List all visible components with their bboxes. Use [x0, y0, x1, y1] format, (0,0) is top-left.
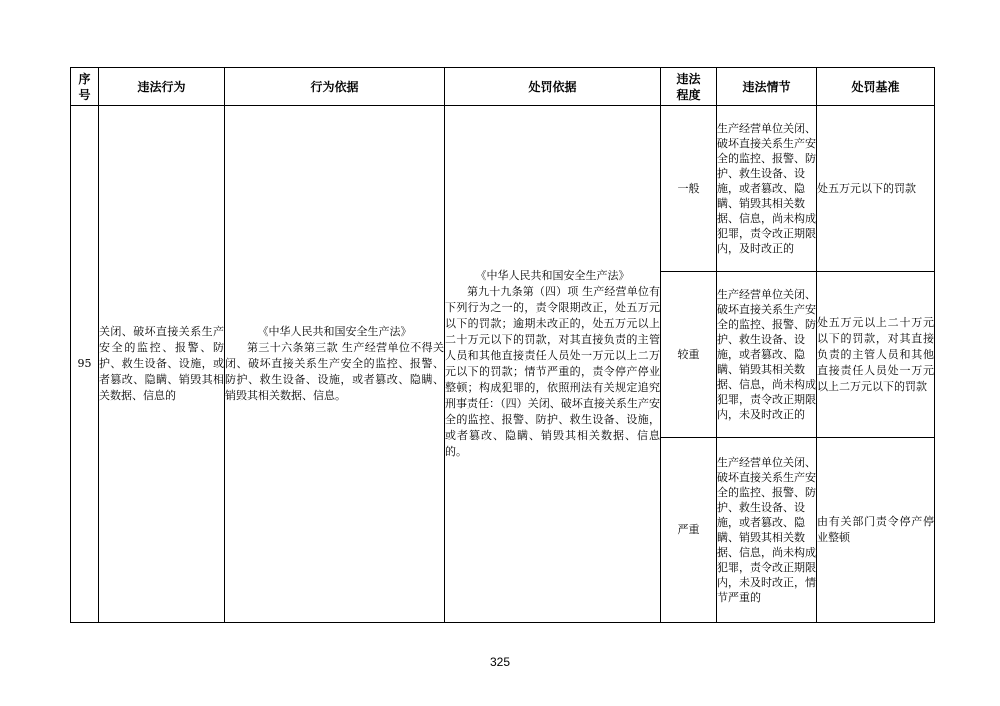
header-circumstances: 违法情节: [717, 68, 817, 106]
header-penalty-basis: 处罚依据: [445, 68, 661, 106]
header-no: 序号: [71, 68, 99, 106]
penalty-basis-cell: [445, 106, 661, 623]
penalty-law-title: 《中华人民共和国安全生产法》: [475, 269, 630, 282]
basis-article-text: 第三十六条第三款 生产经营单位不得关闭、破坏直接关系生产安全的监控、报警、防护、救生设备、设施，或者篡改、隐瞒、销毁其相关数据、信息。: [225, 341, 444, 402]
circumstances-general: 生产经营单位关闭、破坏直接关系生产安全的监控、报警、防护、救生设备、设施，或者篡改、隐瞒、销毁其相关数据、信息，尚未构成犯罪，责令改正期限内，及时改正的: [717, 106, 817, 272]
row-number: 95: [71, 106, 99, 623]
page-number: 325: [489, 655, 511, 669]
circumstances-serious: 生产经营单位关闭、破坏直接关系生产安全的监控、报警、防护、救生设备、设施，或者篡改、隐瞒、销毁其相关数据、信息，尚未构成犯罪，责令改正期限内，未及时改正的: [717, 272, 817, 438]
header-violation: 违法行为: [99, 68, 225, 106]
standard-serious: 处五万元以上二十万元以下的罚款，对其直接负责的主管人员和其他直接责任人员处一万元以上二万元以下的罚款: [817, 272, 935, 438]
basis-cell: [225, 106, 445, 623]
table-row: [71, 106, 935, 272]
header-degree: 违法程度: [661, 68, 717, 106]
standard-severe: 由有关部门责令停产停业整顿: [817, 438, 935, 623]
penalty-article-text: 第九十九条第（四）项 生产经营单位有下列行为之一的，责令限期改正，处五万元以下的罚款；逾期未改正的，处五万元以上二十万元以下的罚款，对其直接负责的主管人员和其他直接责任人员处一万元以上二万元以下的罚款；情节严重的，责令停产停业整顿；构成犯罪的，依照刑法有关规定追究刑事责任：（四）关闭、破坏直接关系生产安全的监控、报警、防护、救生设备、设施，或者篡改、隐瞒、销毁其相关数据、信息的。: [445, 285, 660, 458]
degree-general: 一般: [661, 106, 717, 272]
header-standard: 处罚基准: [817, 68, 935, 106]
degree-serious: 较重: [661, 272, 717, 438]
header-basis: 行为依据: [225, 68, 445, 106]
penalty-table: [70, 67, 935, 623]
standard-general: 处五万元以下的罚款: [817, 106, 935, 272]
violation-cell: 关闭、破坏直接关系生产安全的监控、报警、防护、救生设备、设施，或者篡改、隐瞒、销毁其相关数据、信息的: [99, 106, 225, 623]
header-row: [71, 68, 935, 106]
circumstances-severe: 生产经营单位关闭、破坏直接关系生产安全的监控、报警、防护、救生设备、设施，或者篡改、隐瞒、销毁其相关数据、信息，尚未构成犯罪，责令改正期限内，未及时改正，情节严重的: [717, 438, 817, 623]
degree-severe: 严重: [661, 438, 717, 623]
basis-law-title: 《中华人民共和国安全生产法》: [257, 325, 412, 338]
